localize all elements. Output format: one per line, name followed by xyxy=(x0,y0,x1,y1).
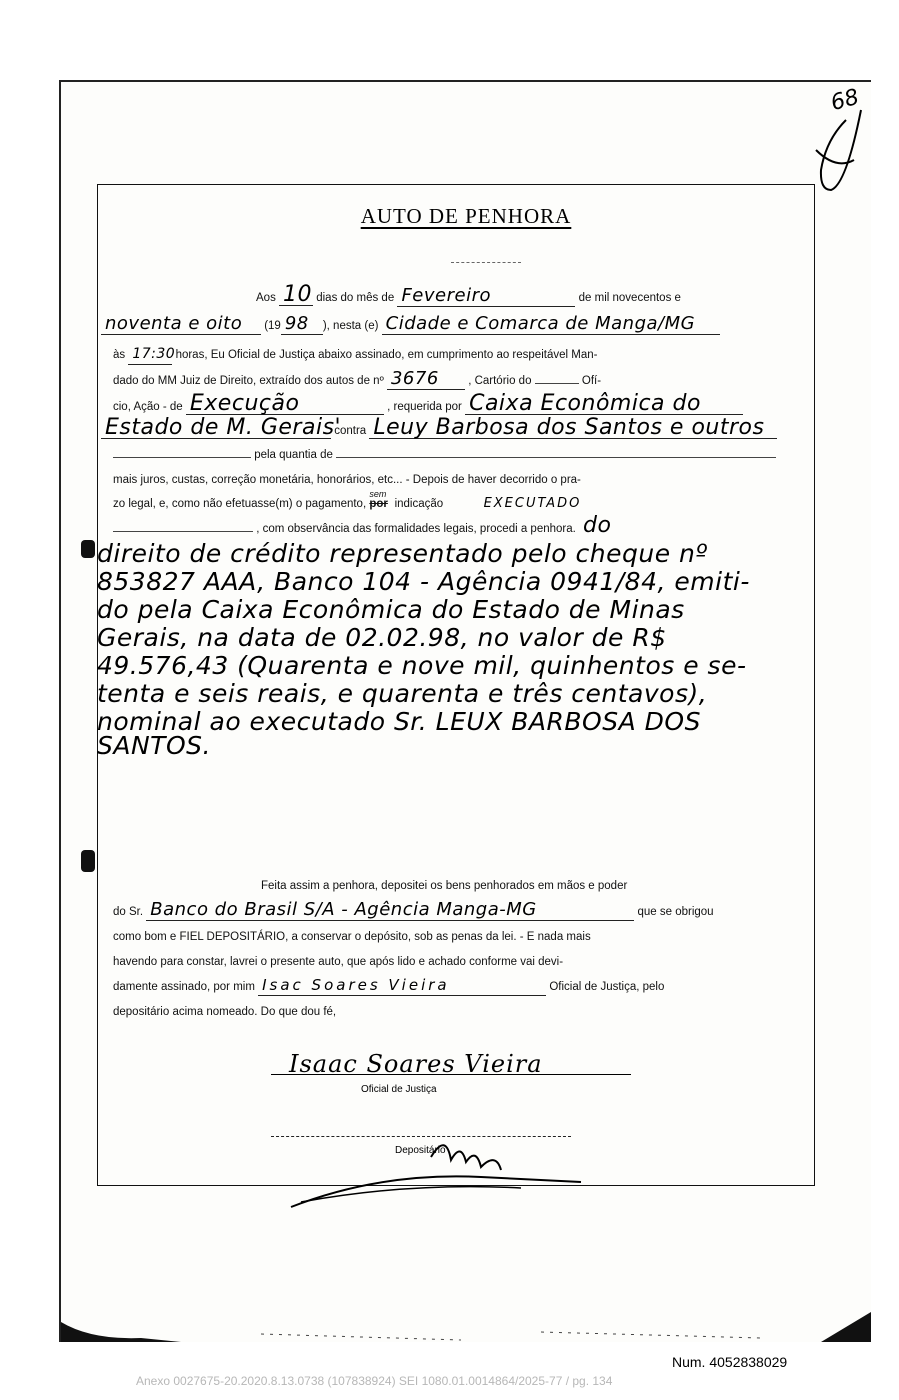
depositary-field: Banco do Brasil S/A - Agência Manga-MG xyxy=(146,900,634,921)
deposit-line-5: damente assinado, por mim Isac Soares Vieira Oficial de Justiça, pelo xyxy=(113,976,665,994)
month-field: Fevereiro xyxy=(397,286,575,307)
deposit-line-2: do Sr. Banco do Brasil S/A - Agência Manga-MG que se obrigou xyxy=(113,899,714,920)
form-line-10: , com observância das formalidades legais, procedi a penhora. do xyxy=(113,516,809,540)
form-line-3: às 17:30 horas, Eu Oficial de Justiça abaixo assinado, em cumprimento ao respeitável Man- xyxy=(113,343,809,367)
description-line-3: do pela Caixa Econômica do Estado de Minas xyxy=(97,595,685,624)
scanned-page xyxy=(59,80,871,1342)
page-edge-icon xyxy=(61,1312,871,1342)
hour-field: 17:30 xyxy=(128,344,172,365)
correction-text: sem xyxy=(369,489,387,499)
year-words-field: noventa e oito xyxy=(101,314,261,335)
document-number: Num. 4052838029 xyxy=(672,1354,788,1370)
form-line-9: zo legal, e, como não efetuasse(m) o pagamento, sem por indicação EXECUTADO xyxy=(113,492,809,516)
depositary-caption: Depositário xyxy=(395,1145,446,1156)
action-field: Execução xyxy=(186,394,384,415)
description-line-7: nominal ao executado Sr. LEUX BARBOSA DOS xyxy=(97,707,701,736)
officer-caption: Oficial de Justiça xyxy=(361,1084,437,1095)
description-start: do xyxy=(583,513,612,538)
description-line-2: 853827 AAA, Banco 104 - Agência 0941/84, emiti- xyxy=(97,567,750,596)
defendant-field: Leuy Barbosa dos Santos e outros xyxy=(369,418,777,439)
deposit-line-3: como bom e FIEL DEPOSITÁRIO, a conservar o depósito, sob as penas da lei. - E nada mais xyxy=(113,931,591,943)
form-line-1: Aos 10 dias do mês de Fevereiro de mil novecentos e xyxy=(256,282,681,307)
description-line-5: 49.576,43 (Quarenta e nove mil, quinhentos e se- xyxy=(97,651,747,680)
place-field: Cidade e Comarca de Manga/MG xyxy=(382,314,720,335)
form-line-8: mais juros, custas, correção monetária, honorários, etc... - Depois de haver decorrido o pra- xyxy=(113,474,581,486)
officer-field: Isac Soares Vieira xyxy=(258,975,546,996)
deposit-line-6: depositário acima nomeado. Do que dou fé, xyxy=(113,1006,337,1018)
margin-mark xyxy=(81,540,95,558)
struck-word: por xyxy=(369,498,388,510)
signature-line xyxy=(271,1136,571,1137)
form-line-6: Estado de M. Gerais' contra Leuy Barbosa dos Santos e outros xyxy=(101,418,797,442)
day-field: 10 xyxy=(279,285,313,306)
description-line-6: tenta e seis reais, e quarenta e três centavos), xyxy=(97,679,708,708)
form-line-7: pela quantia de xyxy=(113,443,809,467)
deposit-line-1: Feita assim a penhora, depositei os bens penhorados em mãos e poder xyxy=(261,880,628,892)
document-title: AUTO DE PENHORA xyxy=(360,204,572,228)
year-field: 98 xyxy=(281,314,323,335)
signature-line xyxy=(271,1074,631,1075)
form-line-2: noventa e oito (19 98 ), nesta (e) Cidade e Comarca de Manga/MG xyxy=(101,314,797,338)
description-line-4: Gerais, na data de 02.02.98, no valor de R$ xyxy=(97,623,667,652)
officer-signature: Isaac Soares Vieira xyxy=(289,1050,543,1078)
plaintiff-field: Caixa Econômica do xyxy=(465,394,743,415)
divider xyxy=(451,262,521,263)
description-line-8: SANTOS. xyxy=(97,731,211,760)
indication-field: EXECUTADO xyxy=(483,496,582,511)
margin-mark xyxy=(81,850,95,872)
footer-stamp: Anexo 0027675-20.2020.8.13.0738 (107838924) SEI 1080.01.0014864/2025-77 / pg. 134 xyxy=(136,1374,613,1388)
description-line-1: direito de crédito representado pelo cheque nº xyxy=(97,539,708,568)
form-line-4: dado do MM Juiz de Direito, extraído dos autos de nº 3676 , Cartório do Ofí- xyxy=(113,368,602,389)
case-number-field: 3676 xyxy=(387,369,465,390)
plaintiff-cont-field: Estado de M. Gerais' xyxy=(101,418,331,439)
margin-page-number: 68 xyxy=(828,84,862,117)
deposit-line-4: havendo para constar, lavrei o presente auto, que após lido e achado conforme vai devi- xyxy=(113,956,564,968)
form-line-5: cio, Ação - de Execução , requerida por Caixa Econômica do xyxy=(113,394,809,418)
